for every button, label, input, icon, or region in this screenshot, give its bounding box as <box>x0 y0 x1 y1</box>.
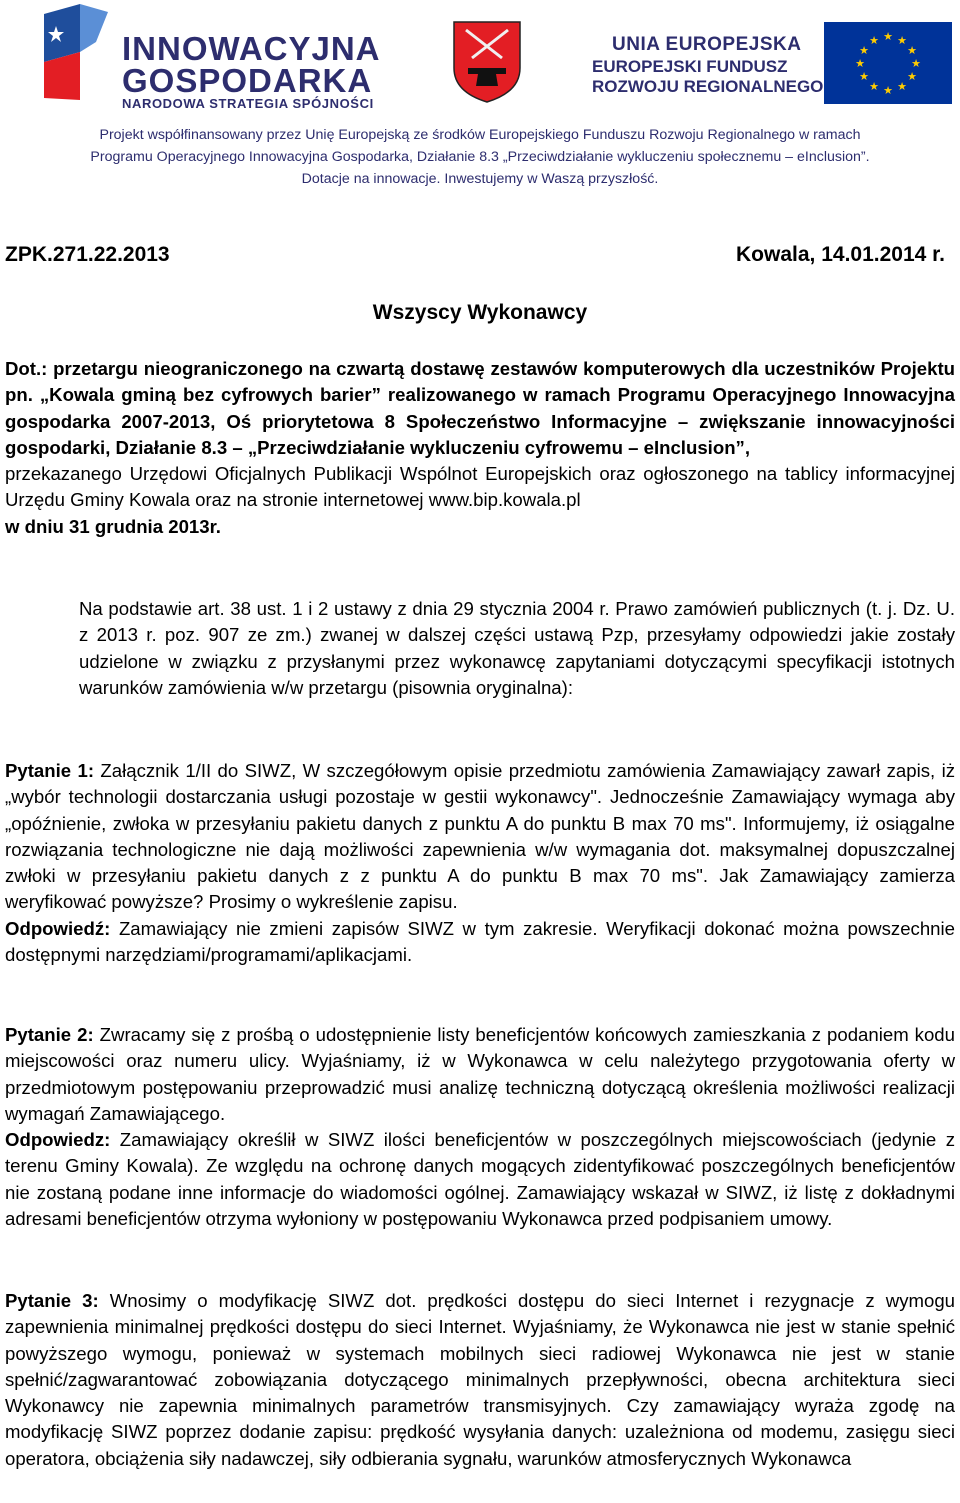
subject: Dot.: przetargu nieograniczonego na czwartą dostawę zestawów komputerowych dla uczestników Projektu pn. „Kowala gminą bez cyfrowych barier” realizowanego w ramach Programu Operacyjnego Innowacyjna gospodarka 2007-2013, Oś priorytetowa 8 Społeczeństwo Informacyjne – zwiększanie innowacyjności gospodarki, Działanie 8.3 – „Przeciwdziałanie wykluczeniu cyfrowemu – eInclusion”, <box>5 358 955 458</box>
svg-text:★: ★ <box>869 34 879 47</box>
addressee: Wszyscy Wykonawcy <box>372 301 588 324</box>
question-3 <box>5 1288 955 1472</box>
ig-flag-icon <box>36 2 116 102</box>
question-2 <box>5 1022 955 1127</box>
answer-2-text: Zamawiający określił w SIWZ ilości beneficjentów w poszczególnych miejscowościach (jedynie z terenu Gminy Kowala). Ze względu na ochronę danych mogących zidentyfikować poszczególnych beneficjentów nie zostaną podane inne informacje do wiadomości ogólnej. Zamawiający wskazał w SIWZ, iż listę z dokładnymi adresami beneficjentów otrzyma wyłoniony w postępowaniu Wykonawca przed podpisaniem umowy. <box>5 1129 955 1230</box>
intro-block <box>5 596 955 701</box>
svg-text:★: ★ <box>883 84 893 97</box>
answer-1 <box>5 916 955 969</box>
cofunding-line-1: Projekt współfinansowany przez Unię Europejską ze środków Europejskiego Funduszu Rozwoju Regionalnego w ramach <box>99 127 861 143</box>
question-1 <box>5 758 955 916</box>
reference-number: ZPK.271.22.2013 <box>5 243 170 266</box>
svg-text:★: ★ <box>855 57 865 70</box>
svg-text:★: ★ <box>911 57 921 70</box>
svg-text:★: ★ <box>859 70 869 83</box>
subject-date: w dniu 31 grudnia 2013r. <box>5 515 221 537</box>
kowala-crest-icon <box>452 20 522 104</box>
eu-flag-icon <box>824 22 952 104</box>
answer-1-text: Zamawiający nie zmieni zapisów SIWZ w tym zakresie. Weryfikacji dokonać można powszechnie dostępnymi narzędziami/programami/aplikacjami. <box>5 917 955 966</box>
eu-line-2: EUROPEJSKI FUNDUSZ <box>592 57 788 76</box>
logo-line-1: INNOWACYJNA <box>122 30 381 67</box>
eu-line-3: ROZWOJU REGIONALNEGO <box>592 77 824 96</box>
innowacyjna-gospodarka-logo <box>36 2 381 114</box>
question-1-block <box>5 758 955 968</box>
answer-1-label: Odpowiedź: <box>5 917 111 939</box>
question-2-block <box>5 1022 955 1232</box>
question-2-label: Pytanie 2: <box>5 1024 94 1045</box>
answer-2 <box>5 1127 955 1232</box>
place-date: Kowala, 14.01.2014 r. <box>736 243 945 266</box>
eu-logo <box>592 22 958 106</box>
svg-text:★: ★ <box>869 80 879 93</box>
question-3-label: Pytanie 3: <box>5 1290 99 1311</box>
svg-text:★: ★ <box>883 30 893 43</box>
question-2-text: Zwracamy się z prośbą o udostępnienie listy beneficjentów końcowych zamieszkania z podaniem kodu miejscowości oraz numeru ulicy. Wyjaśniamy, iż w Wykonawca w celu należytego przygotowania oferty w przedmiotowym postępowaniu przeprowadzić musi analizę techniczną dotyczącą określenia możliwości realizacji wymagań Zamawiającego. <box>5 1024 955 1124</box>
subject-block <box>5 356 955 540</box>
svg-text:★: ★ <box>897 80 907 93</box>
cofunding-line-2: Programu Operacyjnego Innowacyjna Gospodarka, Działanie 8.3 „Przeciwdziałanie wykluczeniu społecznemu – eInclusion”. <box>90 149 870 165</box>
svg-text:★: ★ <box>907 44 917 57</box>
logo-line-2: GOSPODARKA <box>122 62 373 99</box>
svg-text:★: ★ <box>897 34 907 47</box>
question-1-text: Załącznik 1/II do SIWZ, W szczegółowym opisie przedmiotu zamówienia Zamawiający zawarł zapis, iż „wybór technologii dostarczania usługi pozostaje w gestii wykonawcy". Jednocześnie Zamawiający wymaga aby „opóźnienie, zwłoka w przesyłaniu pakietu danych z punktu A do punktu B max 70 ms". Informujemy, iż osiągalne rozwiązania technologiczne nie dają możliwości zapewnienia w/w wymagania dot. maksymalnej dopuszczalnej zwłoki w przesyłaniu pakietu danych z z punktu A do punktu B max 70 ms". Jak Zamawiający zamierza weryfikować powyższe? Prosimy o wykreślenie zapisu. <box>5 760 955 913</box>
svg-text:★: ★ <box>859 44 869 57</box>
subject-continued: przekazanego Urzędowi Oficjalnych Publikacji Wspólnot Europejskich oraz ogłoszonego na tablicy informacyjnej Urzędu Gminy Kowala oraz na stronie internetowej www.bip.kowala.pl <box>5 463 955 511</box>
logo-line-3: NARODOWA STRATEGIA SPÓJNOŚCI <box>122 96 374 111</box>
answer-2-label: Odpowiedz: <box>5 1129 111 1151</box>
eu-line-1: UNIA EUROPEJSKA <box>612 34 802 55</box>
question-3-text: Wnosimy o modyfikację SIWZ dot. prędkości dostępu do sieci Internet i rezygnacje z wymogu zapewnienia minimalnej prędkości dostępu do sieci Internet. Wyjaśniamy, że Wykonawca nie jest w stanie spełnić powyższego wymogu, ponieważ w systemach mobilnych sieci radiowej Wykonawca nie jest w stanie spełnić/zagwarantować zobowiązania dotyczącego minimalnych przepływności, obecna architektura sieci Wykonawcy nie zapewnia minimalnych parametrów transmisyjnych. Czy zamawiający wyraża zgodę na modyfikację SIWZ poprzez dodanie zapisu: prędkość wysyłania danych: uzależniona od modemu, zasięgu sieci operatora, obciążenia siły nadawczej, siły odbierania sygnału, warunków atmosferycznych Wykonawca <box>5 1290 955 1469</box>
reference-row <box>5 243 945 269</box>
cofunding-note <box>0 124 960 190</box>
cofunding-line-3: Dotacje na innowacje. Inwestujemy w Waszą przyszłość. <box>301 171 659 187</box>
question-1-label: Pytanie 1: <box>5 760 95 781</box>
question-3-block <box>5 1288 955 1472</box>
svg-text:★: ★ <box>907 70 917 83</box>
intro-paragraph: Na podstawie art. 38 ust. 1 i 2 ustawy z dnia 29 stycznia 2004 r. Prawo zamówień publicznych (t. j. Dz. U. z 2013 r. poz. 907 ze zm.) zwanej w dalszej części ustawą Pzp, przesyłamy odpowiedzi jakie zostały udzielone w związku z przysłanymi przez wykonawcę zapytaniami dotyczącymi specyfikacji istotnych warunków zamówienia w/w przetargu (pisownia oryginalna): <box>79 598 955 698</box>
